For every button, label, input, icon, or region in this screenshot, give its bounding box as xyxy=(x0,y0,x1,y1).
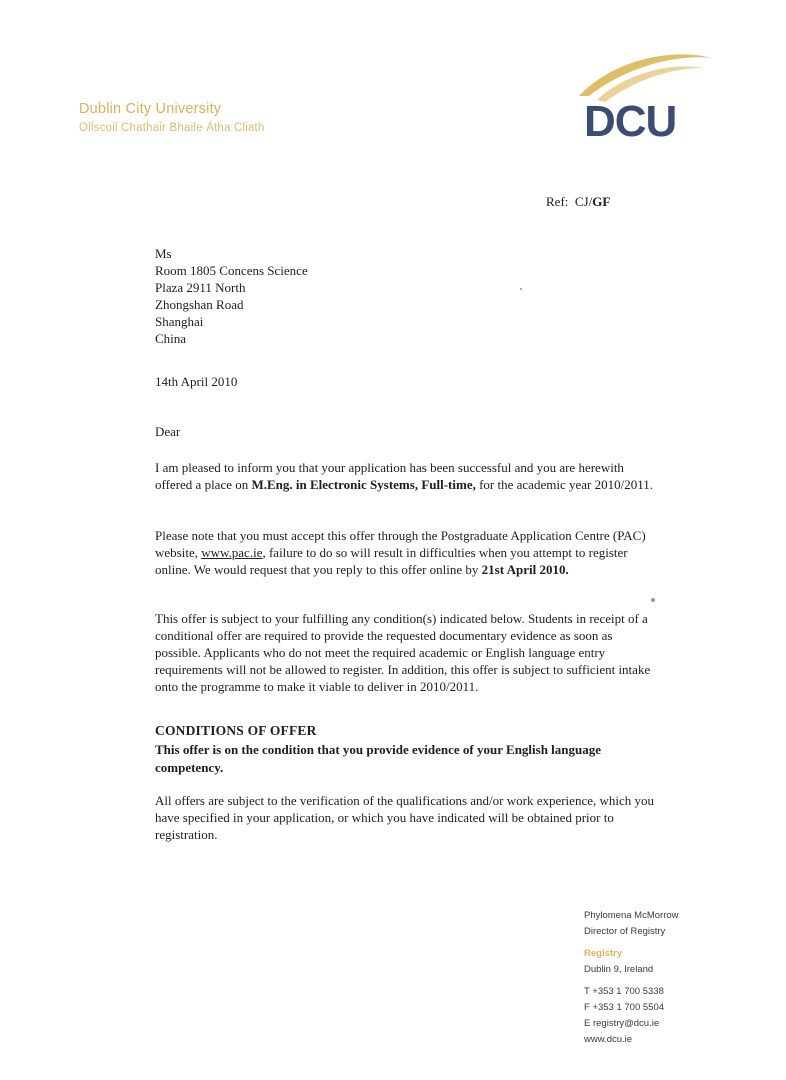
signature-block xyxy=(584,908,679,1048)
email-address[interactable]: E registry@dcu.ie xyxy=(584,1018,660,1029)
scan-speck xyxy=(651,598,655,602)
ref-code-b: GF xyxy=(592,194,611,209)
greeting: Dear xyxy=(155,424,181,439)
reply-deadline: 21st April 2010. xyxy=(481,562,569,577)
address-line: Plaza 2911 North xyxy=(155,280,246,295)
address-line: Ms xyxy=(155,246,172,261)
website-address[interactable]: www.dcu.ie xyxy=(584,1034,633,1045)
phone-number: T +353 1 700 5338 xyxy=(584,986,664,997)
acceptance-text-cont: , failure to do so will result in difficulties when you attempt to register online. We would request that you reply to this offer online by xyxy=(155,545,628,577)
acceptance-text: Please note that you must accept this offer through the Postgraduate Application Centre (PAC) website, xyxy=(155,528,646,560)
ref-code-a: CJ/ xyxy=(574,194,593,209)
signatory-name: Phylomena McMorrow xyxy=(584,910,679,921)
registry-location: Dublin 9, Ireland xyxy=(584,964,654,975)
logo-text: DCU xyxy=(584,97,677,144)
dcu-logo xyxy=(575,44,715,144)
offer-text-end: for the academic year 2010/2011. xyxy=(475,477,653,492)
address-line: Zhongshan Road xyxy=(155,297,244,312)
address-line: China xyxy=(155,331,187,346)
recipient-address xyxy=(155,245,308,347)
registry-label: Registry xyxy=(584,948,623,959)
address-line: Room 1805 Concens Science xyxy=(155,263,308,278)
condition-text: This offer is on the condition that you provide evidence of your English language competency. xyxy=(155,742,602,775)
scan-speck xyxy=(520,288,522,290)
signatory-title: Director of Registry xyxy=(584,926,666,937)
address-line: Shanghai xyxy=(155,314,204,329)
letter-date: 14th April 2010 xyxy=(155,374,238,389)
university-name-irish: Ollscoil Chathair Bhaile Átha Cliath xyxy=(79,122,265,134)
offer-text: I am pleased to inform you that your application has been successful and you are herewith offered a place on xyxy=(155,460,624,492)
fax-number: F +353 1 700 5504 xyxy=(584,1002,665,1013)
acceptance-paragraph xyxy=(155,527,655,578)
conditions-heading: CONDITIONS OF OFFER xyxy=(155,723,317,738)
university-name: Dublin City University xyxy=(79,101,222,117)
reference-line xyxy=(546,194,610,210)
pac-website-link[interactable]: www.pac.ie xyxy=(201,545,263,560)
conditions-paragraph: This offer is subject to your fulfilling any condition(s) indicated below. Students in receipt of a conditional offer are required to provide the requested documentary evidence as soon as possible. Applicants who do not meet the required academic or English language entry requirements will not be allowed to register. In addition, this offer is subject to sufficient intake onto the programme to make it viable to deliver in 2010/2011. xyxy=(155,611,651,694)
ref-label: Ref: xyxy=(546,194,569,209)
offer-paragraph xyxy=(155,459,655,493)
verification-paragraph: All offers are subject to the verification of the qualifications and/or work experience, which you have specified in your application, or which you have indicated will be obtained prior to registration. xyxy=(155,793,655,842)
programme-name: M.Eng. in Electronic Systems, Full-time, xyxy=(251,477,476,492)
